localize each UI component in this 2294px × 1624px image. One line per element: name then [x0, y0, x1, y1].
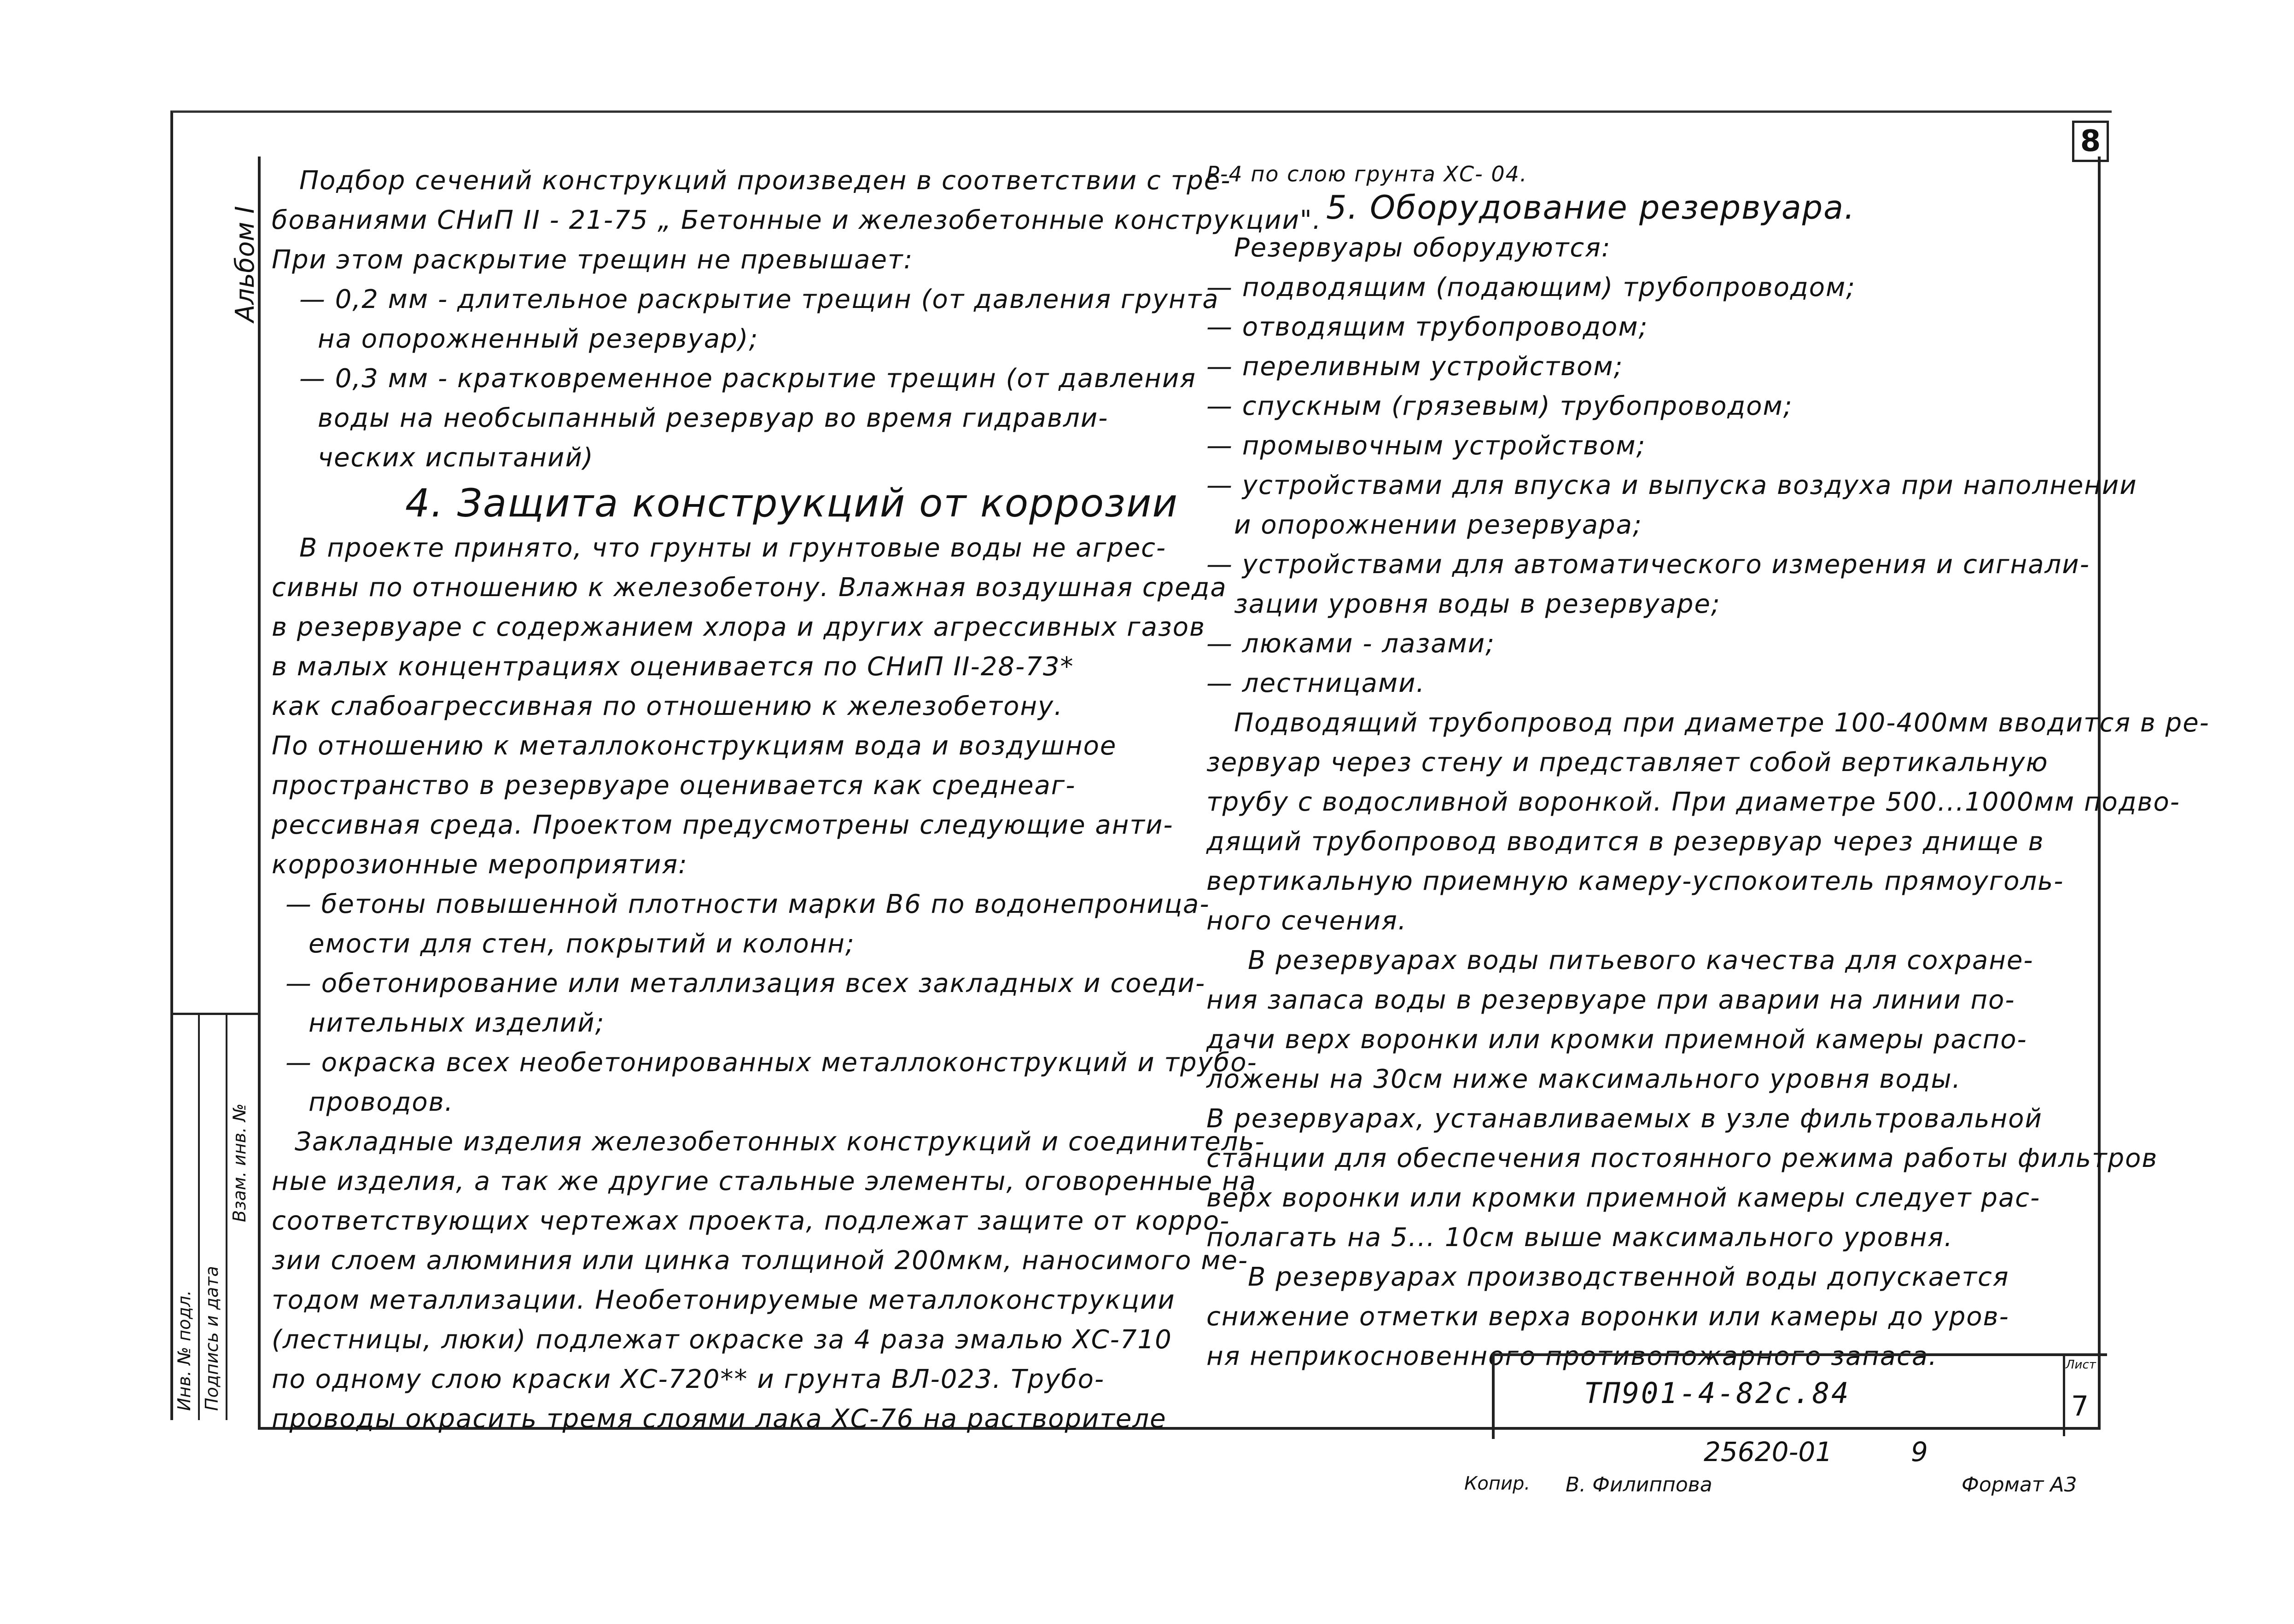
text-line: полагать на 5... 10см выше максимального уровня. — [1206, 1223, 1953, 1253]
sheet-label: Лист — [2066, 1358, 2096, 1372]
text-line: дачи верх воронки или кромки приемной камеры распо- — [1206, 1025, 2027, 1055]
side-stamp — [170, 1013, 260, 1420]
side-stamp-replace: Взам. инв. № — [229, 1103, 250, 1222]
text-line: тодом металлизации. Необетонируемые металлоконструкции — [272, 1285, 1176, 1315]
text-line: проводов. — [309, 1087, 454, 1117]
text-line: ложены на 30см ниже максимального уровня воды. — [1206, 1064, 1962, 1094]
text-line: — 0,2 мм - длительное раскрытие трещин (от давления грунта — [299, 284, 1219, 314]
text-line: бованиями СНиП II - 21-75 „ Бетонные и железобетонные конструкции". — [272, 205, 1322, 235]
side-stamp-signature: Подпись и дата — [202, 1266, 222, 1411]
text-line: — устройствами для впуска и выпуска воздуха при наполнении — [1206, 470, 2137, 500]
text-line: проводы окрасить тремя слоями лака ХС-76 на растворителе — [272, 1404, 1167, 1434]
text-line: в малых концентрациях оценивается по СНиП II-28-73* — [272, 652, 1074, 682]
text-line: коррозионные мероприятия: — [272, 850, 688, 880]
text-line: Подводящий трубопровод при диаметре 100-400мм вводится в ре- — [1234, 708, 2210, 738]
text-line: (лестницы, люки) подлежат окраске за 4 раза эмалью ХС-710 — [272, 1325, 1172, 1355]
copied-label: Копир. — [1464, 1473, 1531, 1494]
text-line: ного сечения. — [1206, 906, 1407, 936]
text-line: трубу с водосливной воронкой. При диаметре 500...1000мм подво- — [1206, 787, 2181, 817]
text-line: Закладные изделия железобетонных конструкций и соединитель- — [295, 1127, 1265, 1157]
format-label: Формат А3 — [1962, 1473, 2077, 1496]
text-line: зии слоем алюминия или цинка толщиной 200мкм, наносимого ме- — [272, 1246, 1249, 1276]
copier-name: В. Филиппова — [1566, 1473, 1712, 1496]
text-line: — обетонирование или металлизация всех закладных и соеди- — [285, 969, 1206, 998]
text-line: По отношению к металлоконструкциям вода и воздушное — [272, 731, 1117, 761]
text-line: сивны по отношению к железобетону. Влажная воздушная среда — [272, 573, 1227, 603]
album-label: Альбом I — [230, 206, 260, 322]
text-line: — отводящим трубопроводом; — [1206, 312, 1648, 342]
text-line: Резервуары оборудуются: — [1234, 233, 1611, 263]
text-line: — спускным (грязевым) трубопроводом; — [1206, 391, 1793, 421]
text-line: — промывочным устройством; — [1206, 431, 1646, 461]
text-line: емости для стен, покрытий и колонн; — [309, 929, 855, 959]
text-line: в резервуаре с содержанием хлора и других агрессивных газов — [272, 612, 1205, 642]
text-line: — бетоны повышенной плотности марки В6 по водонепроница- — [285, 889, 1210, 919]
text-line: ния запаса воды в резервуаре при аварии на линии по- — [1206, 985, 2015, 1015]
document-code: ТП901-4-82с.84 — [1584, 1376, 1851, 1410]
page-number: 9 — [1911, 1436, 1928, 1467]
text-line: вертикальную приемную камеру-успокоитель прямоуголь- — [1206, 866, 2064, 896]
text-line: — люками - лазами; — [1206, 629, 1496, 659]
order-number: 25620-01 — [1704, 1436, 1833, 1467]
text-line: пространство в резервуаре оценивается как среднеаг- — [272, 771, 1076, 800]
text-line: В проекте принято, что грунты и грунтовые воды не агрес- — [299, 533, 1167, 563]
text-line: станции для обеспечения постоянного режима работы фильтров — [1206, 1143, 2158, 1173]
text-line: ные изделия, а так же другие стальные элементы, оговоренные на — [272, 1166, 1257, 1196]
text-line: В резервуарах воды питьевого качества для сохране- — [1248, 945, 2034, 975]
text-line: и опорожнении резервуара; — [1234, 510, 1642, 540]
text-line: ческих испытаний) — [318, 443, 594, 473]
text-line: зации уровня воды в резервуаре; — [1234, 589, 1721, 619]
text-line: Р-4 по слою грунта ХС- 04. — [1206, 162, 1528, 186]
right-column — [1206, 161, 2210, 1376]
side-stamp-inv: Инв. № подл. — [174, 1290, 194, 1411]
text-line: — окраска всех необетонированных металлоконструкций и трубо- — [285, 1048, 1258, 1078]
text-line: В резервуарах производственной воды допускается — [1248, 1262, 2009, 1292]
text-line: по одному слою краски ХС-720** и грунта ВЛ-023. Трубо- — [272, 1364, 1105, 1394]
sheet-number: 8 — [2072, 121, 2109, 162]
text-line: — устройствами для автоматического измерения и сигнали- — [1206, 550, 2090, 580]
sheet-value: 7 — [2071, 1390, 2089, 1422]
text-line: ня неприкосновенного противопожарного запаса. — [1206, 1341, 1938, 1371]
text-line: как слабоагрессивная по отношению к железобетону. — [272, 691, 1063, 721]
left-column — [272, 161, 1322, 1439]
text-line: При этом раскрытие трещин не превышает: — [272, 245, 914, 275]
text-line: Подбор сечений конструкций произведен в соответствии с тре- — [299, 166, 1231, 196]
section-4-heading: 4. Защита конструкций от коррозии — [405, 481, 1179, 526]
text-line: нительных изделий; — [309, 1008, 605, 1038]
text-line: на опорожненный резервуар); — [318, 324, 759, 354]
text-line: рессивная среда. Проектом предусмотрены следующие анти- — [272, 810, 1174, 840]
text-line: — 0,3 мм - кратковременное раскрытие трещин (от давления — [299, 364, 1196, 394]
text-line: дящий трубопровод вводится в резервуар через днище в — [1206, 827, 2044, 857]
text-line: снижение отметки верха воронки или камеры до уров- — [1206, 1302, 2009, 1332]
text-line: — подводящим (подающим) трубопроводом; — [1206, 273, 1856, 302]
text-line: воды на необсыпанный резервуар во время гидравли- — [318, 403, 1109, 433]
text-line: — переливным устройством; — [1206, 352, 1624, 382]
text-line: зервуар через стену и представляет собой вертикальную — [1206, 748, 2049, 777]
text-line: В резервуарах, устанавливаемых в узле фильтровальной — [1206, 1104, 2043, 1134]
section-5-heading: 5. Оборудование резервуара. — [1326, 189, 1856, 226]
text-line: верх воронки или кромки приемной камеры следует рас- — [1206, 1183, 2041, 1213]
text-line: соответствующих чертежах проекта, подлежат защите от корро- — [272, 1206, 1230, 1236]
text-line: — лестницами. — [1206, 668, 1426, 698]
